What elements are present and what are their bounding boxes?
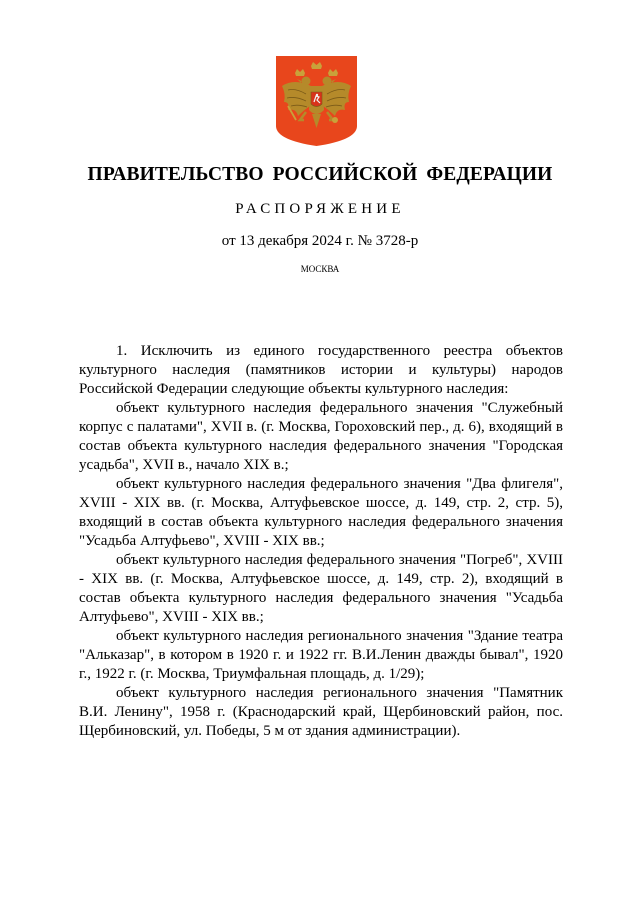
- document-date-number: от 13 декабря 2024 г. № 3728-р: [221, 233, 419, 249]
- government-title: ПРАВИТЕЛЬСТВО РОССИЙСКОЙ ФЕДЕРАЦИИ: [87, 164, 553, 185]
- double-headed-eagle-icon: [276, 56, 357, 146]
- paragraph-object-cellar: объект культурного наследия федерального значения "Погреб", XVIII - XIX вв. (г. Москва, Алтуфьевское шоссе, д. 149, стр. 2), входящий в состав объекта культурного наследия федерального значения "Усадьба Алтуфьево", XVIII - XIX вв.;: [79, 552, 563, 625]
- coat-of-arms-emblem: [276, 56, 357, 146]
- document-city: МОСКВА: [300, 264, 340, 274]
- paragraph-object-two-wings: объект культурного наследия федерального значения "Два флигеля", XVIII - XIX вв. (г. Москва, Алтуфьевское шоссе, д. 149, стр. 2, стр. 5), входящий в состав объекта культурного наследия федерального значения "Усадьба Алтуфьево", XVIII - XIX вв.;: [79, 476, 563, 549]
- paragraph-item-1: 1. Исключить из единого государственного реестра объектов культурного наследия (памятников истории и культуры) народов Российской Федерации следующие объекты культурного наследия:: [79, 343, 563, 397]
- paragraph-object-lenin-monument: объект культурного наследия регионального значения "Памятник В.И. Ленину", 1958 г. (Краснодарский край, Щербиновский район, пос. Щербиновский, ул. Победы, 5 м от здания администрации).: [79, 685, 563, 739]
- document-type: РАСПОРЯЖЕНИЕ: [235, 201, 405, 217]
- document-body: [79, 342, 563, 741]
- paragraph-object-service-building: объект культурного наследия федерального значения "Служебный корпус с палатами", XVII в. (г. Москва, Гороховский пер., д. 6), входящий в состав объекта культурного наследия федерального значения "Городская усадьба", XVII в., начало XIX в.;: [79, 400, 563, 473]
- paragraph-object-alcazar-theatre: объект культурного наследия регионального значения "Здание театра "Альказар", в котором в 1920 г. и 1922 гг. В.И.Ленин дважды бывал", 1920 г., 1922 г. (г. Москва, Триумфальная площадь, д. 1/29);: [79, 628, 563, 682]
